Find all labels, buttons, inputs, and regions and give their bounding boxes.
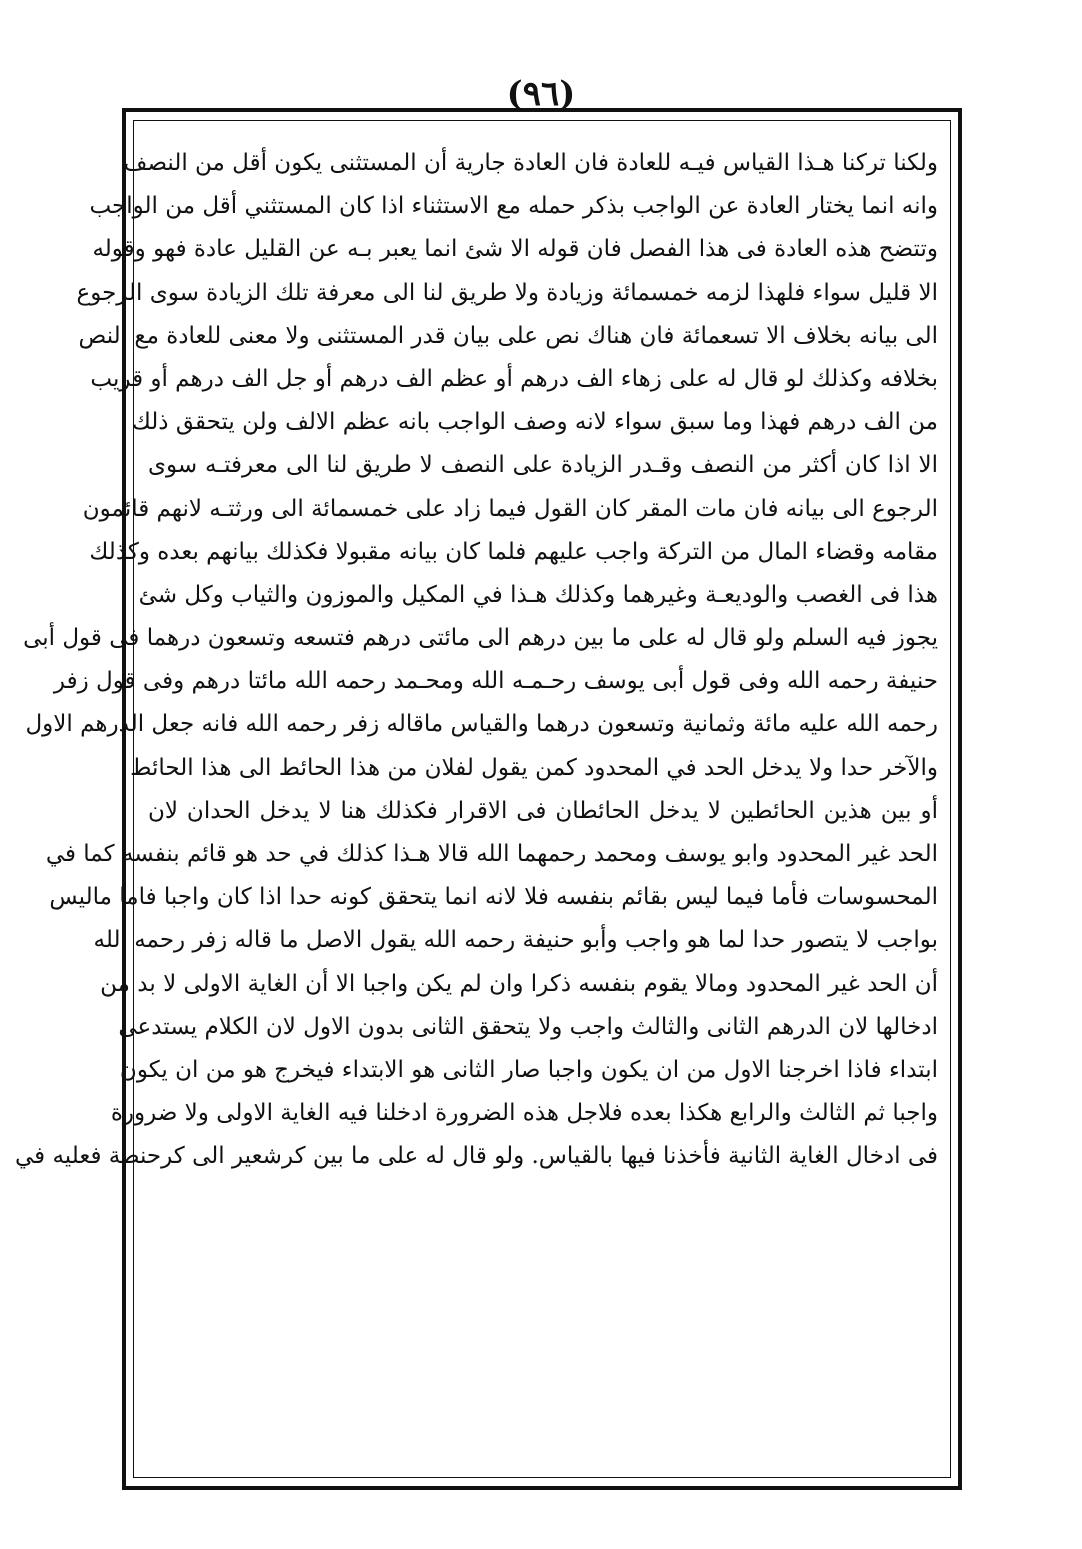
text-line: الا قليل سواء فلهذا لزمه خمسمائة وزيادة ولا طريق لنا الى معرفة تلك الزيادة سوى الرجوع	[76, 279, 938, 306]
text-line: أو بين هذين الحائطين لا يدخل الحائطان فى الاقرار فكذلك هنا لا يدخل الحدان لان	[148, 797, 938, 824]
text-line: بواجب لا يتصور حدا لما هو واجب وأبو حنيفة رحمه الله يقول الاصل ما قاله زفر رحمه الله	[93, 927, 938, 954]
page-number: (٩٦)	[506, 74, 576, 114]
text-line: حنيفة رحمه الله وفى قول أبى يوسف رحـمـه الله ومحـمد رحمه الله مائتا درهم وفى قول زفر	[53, 668, 938, 695]
text-line: وتتضح هذه العادة فى هذا الفصل فان قوله الا شئ انما يعبر بـه عن القليل عادة فهو وقوله	[92, 236, 938, 263]
text-line: هذا فى الغصب والوديعـة وغيرهما وكذلك هـذا في المكيل والموزون والثياب وكل شئ	[138, 581, 938, 608]
text-line: أن الحد غير المحدود ومالا يقوم بنفسه ذكرا وان لم يكن واجبا الا أن الغاية الاولى لا بد من	[100, 970, 938, 997]
text-line: الى بيانه بخلاف الا تسعمائة فان هناك نص على بيان قدر المستثنى ولا معنى للعادة مع النص	[78, 322, 938, 349]
text-line: والآخر حدا ولا يدخل الحد في المحدود كمن يقول لفلان من هذا الحائط الى هذا الحائط	[130, 754, 938, 781]
text-line: ولكنا تركنا هـذا القياس فيـه للعادة فان العادة جارية أن المستثنى يكون أقل من النصف	[123, 150, 938, 176]
text-line: يجوز فيه السلم ولو قال له على ما بين درهم الى مائتى درهم فتسعه وتسعون درهما فى قول أبى	[23, 625, 938, 652]
text-line: المحسوسات فأما فيما ليس بقائم بنفسه فلا لانه انما يتحقق كونه حدا اذا كان واجبا فاما ماليس	[49, 884, 938, 911]
text-line: وانه انما يختار العادة عن الواجب بذكر حمله مع الاستثناء اذا كان المستثني أقل من الواجب	[89, 193, 938, 220]
text-line: رحمه الله عليه مائة وثمانية وتسعون درهما والقياس ماقاله زفر رحمه الله فانه جعل الدرهم الاول	[25, 711, 938, 738]
text-line: ابتداء فاذا اخرجنا الاول من ان يكون واجبا صار الثانى هو الابتداء فيخرج هو من ان يكون	[119, 1056, 938, 1083]
text-line: بخلافه وكذلك لو قال له على زهاء الف درهم أو عظم الف درهم أو جل الف درهم أو قريب	[90, 365, 938, 392]
text-line: واجبا ثم الثالث والرابع هكذا بعده فلاجل هذه الضرورة ادخلنا فيه الغاية الاولى ولا ضرورة	[110, 1100, 938, 1127]
text-line: الحد غير المحدود وابو يوسف ومحمد رحمهما الله قالا هـذا كذلك في حد هو قائم بنفسه كما في	[45, 841, 938, 867]
text-line: الا اذا كان أكثر من النصف وقـدر الزيادة على النصف لا طريق لنا الى معرفتـه سوى	[148, 452, 938, 479]
text-line: مقامه وقضاء المال من التركة واجب عليهم فلما كان بيانه مقبولا فكذلك بيانهم بعده وكذلك	[89, 538, 938, 565]
text-line: من الف درهم فهذا وما سبق سواء لانه وصف الواجب بانه عظم الالف ولن يتحقق ذلك	[131, 409, 938, 436]
text-body	[15, 142, 938, 1179]
text-line: الرجوع الى بيانه فان مات المقر كان القول فيما زاد على خمسمائة الى ورثتـه لانهم قائمون	[82, 495, 938, 522]
text-line: فى ادخال الغاية الثانية فأخذنا فيها بالقياس. ولو قال له على ما بين كرشعير الى كرحنطة فعليه في	[15, 1143, 938, 1170]
text-line: ادخالها لان الدرهم الثانى والثالث واجب ولا يتحقق الثانى بدون الاول لان الكلام يستدعى	[118, 1013, 938, 1040]
